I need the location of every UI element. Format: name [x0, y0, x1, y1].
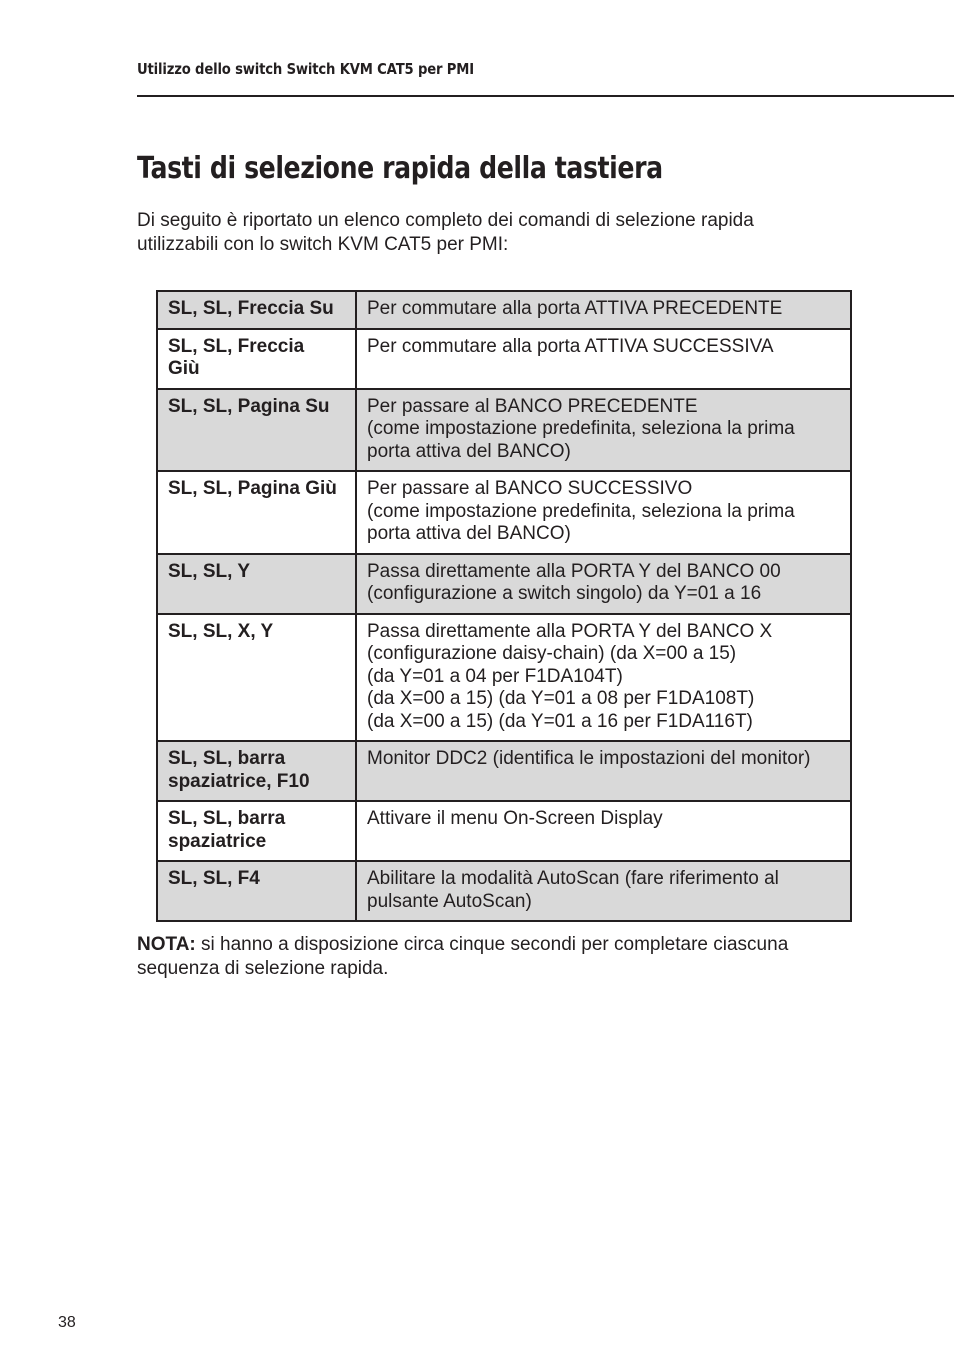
hotkey-cell	[157, 389, 356, 472]
hotkey-text: SL, SL, Pagina Su	[168, 395, 330, 417]
note-line: sequenza di selezione rapida.	[137, 958, 389, 979]
hotkey-text: SL, SL, Freccia Su	[168, 298, 334, 319]
table-row	[157, 389, 851, 472]
description-cell	[356, 291, 851, 329]
note-paragraph	[137, 933, 917, 981]
header-rule	[137, 95, 954, 97]
description-text: (da X=00 a 15) (da Y=01 a 08 per F1DA108T)	[367, 688, 755, 709]
description-text: Per passare al BANCO SUCCESSIVO	[367, 478, 693, 499]
description-cell	[356, 801, 851, 861]
description-text: Per passare al BANCO PRECEDENTE	[367, 395, 698, 417]
description-cell	[356, 389, 851, 472]
table-row	[157, 329, 851, 389]
hotkey-text: SL, SL, barra	[168, 748, 286, 769]
description-text: Passa direttamente alla PORTA Y del BANCO X	[367, 620, 773, 642]
description-text: (come impostazione predefinita, seleziona la prima	[367, 500, 795, 522]
hotkey-text: spaziatrice	[168, 830, 267, 852]
description-text: pulsante AutoScan)	[367, 890, 532, 912]
description-text: Monitor DDC2 (identifica le impostazioni del monitor)	[367, 748, 811, 769]
description-text: porta attiva del BANCO)	[367, 440, 571, 462]
hotkey-text: SL, SL, Pagina Giù	[168, 478, 337, 499]
intro-paragraph	[137, 209, 837, 257]
hotkey-cell	[157, 554, 356, 614]
description-text: (da Y=01 a 04 per F1DA104T)	[367, 665, 623, 687]
table-row	[157, 554, 851, 614]
hotkeys-table	[156, 290, 852, 922]
description-text: Attivare il menu On-Screen Display	[367, 808, 663, 829]
hotkey-cell	[157, 614, 356, 742]
note-text: si hanno a disposizione circa cinque secondi per completare ciascuna	[195, 934, 789, 955]
table-row	[157, 801, 851, 861]
description-text: Abilitare la modalità AutoScan (fare riferimento al	[367, 868, 779, 889]
description-text: Per commutare alla porta ATTIVA SUCCESSIVA	[367, 335, 774, 357]
hotkey-cell	[157, 291, 356, 329]
description-cell	[356, 861, 851, 921]
hotkey-text: Giù	[168, 358, 200, 379]
hotkey-text: SL, SL, barra	[168, 808, 286, 829]
description-text: (da X=00 a 15) (da Y=01 a 16 per F1DA116T)	[367, 710, 753, 732]
table-row	[157, 471, 851, 554]
description-cell	[356, 329, 851, 389]
note-label: NOTA:	[137, 934, 196, 955]
description-cell	[356, 471, 851, 554]
table-row	[157, 291, 851, 329]
hotkey-cell	[157, 741, 356, 801]
hotkey-cell	[157, 861, 356, 921]
running-header-title: Utilizzo dello switch Switch KVM CAT5 per PMI	[137, 60, 474, 78]
hotkey-text: SL, SL, Y	[168, 560, 251, 582]
description-text: (come impostazione predefinita, seleziona la prima	[367, 418, 795, 439]
description-text: (configurazione a switch singolo) da Y=01 a 16	[367, 583, 762, 604]
description-text: Passa direttamente alla PORTA Y del BANCO 00	[367, 560, 781, 582]
hotkey-cell	[157, 329, 356, 389]
hotkey-cell	[157, 471, 356, 554]
description-text: (configurazione daisy-chain) (da X=00 a 15)	[367, 643, 737, 664]
table-row	[157, 614, 851, 742]
hotkey-cell	[157, 801, 356, 861]
note-line	[137, 933, 917, 957]
intro-line: Di seguito è riportato un elenco completo dei comandi di selezione rapida	[137, 210, 754, 231]
hotkey-text: SL, SL, X, Y	[168, 620, 274, 642]
intro-line: utilizzabili con lo switch KVM CAT5 per PMI:	[137, 234, 509, 255]
description-text: Per commutare alla porta ATTIVA PRECEDENTE	[367, 298, 783, 319]
description-cell	[356, 741, 851, 801]
page-title: Tasti di selezione rapida della tastiera	[137, 151, 663, 186]
table-row	[157, 741, 851, 801]
hotkey-text: SL, SL, F4	[168, 868, 260, 889]
description-cell	[356, 554, 851, 614]
table-row	[157, 861, 851, 921]
description-text: porta attiva del BANCO)	[367, 523, 571, 544]
page-number: 38	[58, 1314, 76, 1331]
description-cell	[356, 614, 851, 742]
hotkey-text: SL, SL, Freccia	[168, 335, 305, 357]
hotkey-text: spaziatrice, F10	[168, 770, 310, 792]
